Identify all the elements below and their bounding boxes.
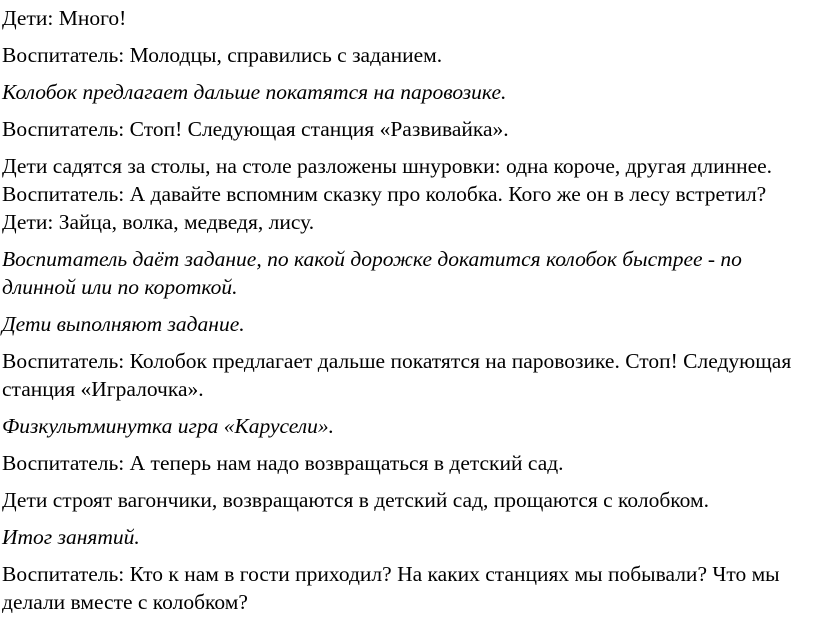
paragraph-kolobok-train-1: Колобок предлагает дальше покатятся на паровозике.: [2, 80, 507, 104]
paragraph-station-igralochka: Воспитатель: Колобок предлагает дальше покатятся на паровозике. Стоп! Следующая станция «Игралочка».: [2, 349, 792, 401]
paragraph-teacher-gives-task: Воспитатель даёт задание, по какой дорожке докатится колобок быстрее - по длинной или по короткой.: [2, 247, 742, 299]
paragraph-children-do-task: Дети выполняют задание.: [2, 312, 245, 336]
paragraph-build-wagons: Дети строят вагончики, возвращаются в детский сад, прощаются с колобком.: [2, 488, 709, 512]
paragraph-physical-break: Физкультминутка игра «Карусели».: [2, 414, 335, 438]
paragraph-teacher-well-done: Воспитатель: Молодцы, справились с заданием.: [2, 43, 443, 67]
paragraph-return-kindergarten: Воспитатель: А теперь нам надо возвращаться в детский сад.: [2, 451, 564, 475]
paragraph-lacing-task: Дети садятся за столы, на столе разложены шнуровки: одна короче, другая длиннее. Воспитатель: А давайте вспомним сказку про колобка. Кого же он в лесу встретил? Дети: Зайца, волка, медведя, лису.: [2, 154, 773, 234]
paragraph-children-many: Дети: Много!: [2, 6, 127, 30]
paragraph-lesson-summary: Итог занятий.: [2, 525, 140, 549]
paragraph-teacher-questions: Воспитатель: Кто к нам в гости приходил? На каких станциях мы побывали? Что мы делали вместе с колобком?: [2, 562, 780, 614]
paragraph-station-razvivaika: Воспитатель: Стоп! Следующая станция «Развивайка».: [2, 117, 509, 141]
